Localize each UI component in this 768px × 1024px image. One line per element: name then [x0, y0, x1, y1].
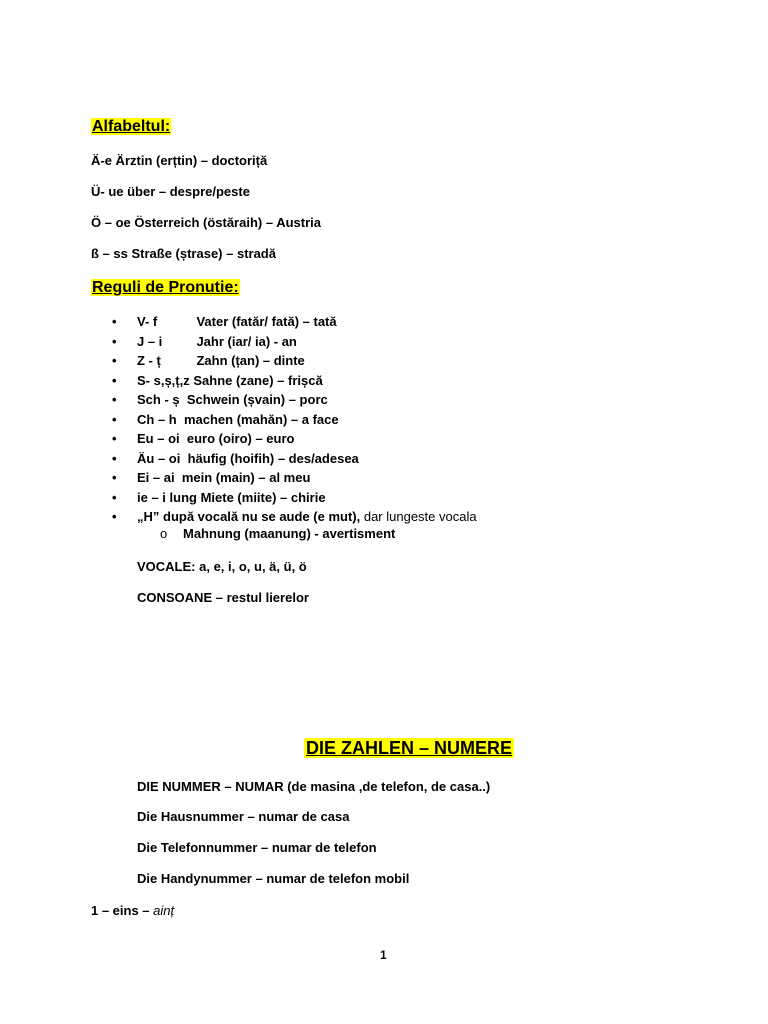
alphabet-line: ß – ss Straße (ștrase) – stradă [91, 246, 276, 261]
bullet-icon: • [112, 450, 117, 466]
list-item: • J – i Jahr (iar/ ia) - an [112, 332, 477, 352]
list-item: • ie – i lung Miete (miite) – chirie [112, 488, 477, 508]
page-number: 1 [380, 948, 387, 962]
rules-heading: Reguli de Pronutie: [92, 279, 239, 296]
bullet-icon: • [112, 509, 117, 524]
list-item: • „H” după vocală nu se aude (e mut), dar lungeste vocala [112, 507, 477, 527]
numbers-line: DIE NUMMER – NUMAR (de masina ,de telefon, de casa..) [137, 779, 491, 794]
list-item: • S- s,ș,ț,z Sahne (zane) – frișcă [112, 371, 477, 391]
list-item: • Ch – h machen (mahăn) – a face [112, 410, 477, 430]
bullet-icon: • [112, 411, 117, 427]
alphabet-line: Ä-e Ärztin (erțtin) – doctoriță [91, 153, 268, 168]
bullet-icon: • [112, 372, 117, 388]
bullet-icon: • [112, 314, 117, 329]
numbers-line: Die Hausnummer – numar de casa [137, 809, 350, 824]
alphabet-line: Ü- ue über – despre/peste [91, 184, 250, 199]
list-item: • V- f Vater (fatăr/ fată) – tată [112, 312, 477, 332]
numbers-line: Die Telefonnummer – numar de telefon [137, 840, 377, 855]
numbers-line: Die Handynummer – numar de telefon mobil [137, 871, 410, 886]
consonants-line: CONSOANE – restul lierelor [137, 590, 309, 605]
alphabet-heading: Alfabeltul: [92, 118, 171, 135]
bullet-icon: • [112, 353, 117, 368]
sub-list-item: o Mahnung (maanung) - avertisment [160, 526, 396, 541]
bullet-icon: • [112, 392, 117, 407]
list-item: • Eu – oi euro (oiro) – euro [112, 429, 477, 449]
list-item: • Äu – oi häufig (hoifih) – des/adesea [112, 449, 477, 469]
bullet-icon: • [112, 431, 117, 446]
numbers-title: DIE ZAHLEN – NUMERE [306, 738, 513, 758]
circle-bullet-icon: o [160, 526, 168, 541]
bullet-icon: • [112, 333, 117, 349]
list-item: • Ei – ai mein (main) – al meu [112, 468, 477, 488]
list-item: • Z - ț Zahn (țan) – dinte [112, 351, 477, 371]
vowels-line: VOCALE: a, e, i, o, u, ä, ü, ö [137, 559, 307, 574]
rules-list [112, 312, 477, 527]
bullet-icon: • [112, 489, 117, 505]
list-item: • Sch - ș Schwein (șvain) – porc [112, 390, 477, 410]
bullet-icon: • [112, 470, 117, 485]
alphabet-line: Ö – oe Österreich (östăraih) – Austria [91, 215, 321, 230]
number-entry: 1 – eins – ainț [91, 903, 175, 918]
